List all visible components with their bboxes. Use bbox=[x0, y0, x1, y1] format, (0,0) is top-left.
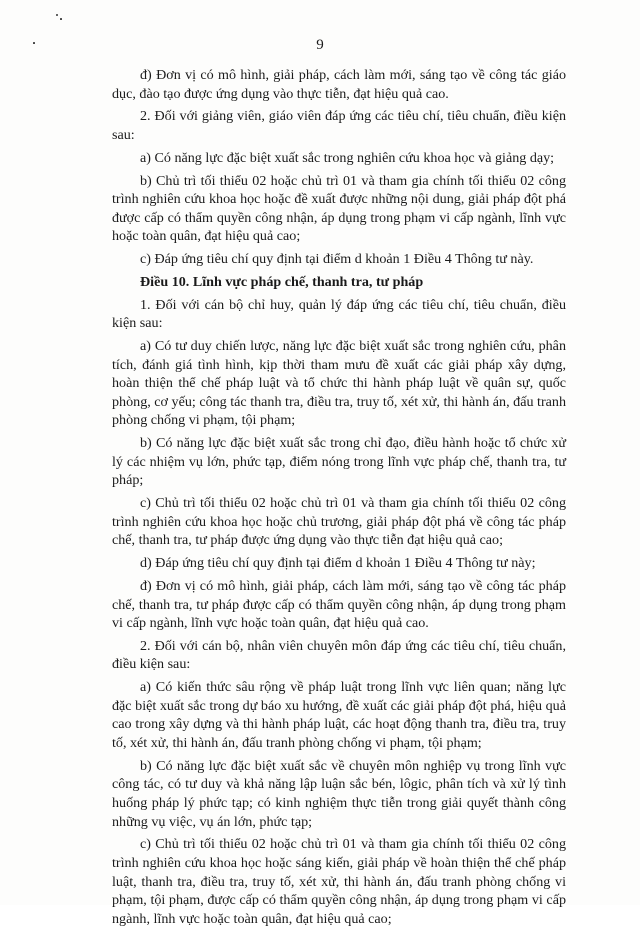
paragraph: 2. Đối với cán bộ, nhân viên chuyên môn đáp ứng các tiêu chí, tiêu chuẩn, điều kiện sau: bbox=[112, 637, 566, 673]
document-body bbox=[112, 66, 566, 933]
page-number: 9 bbox=[316, 37, 324, 53]
paragraph: đ) Đơn vị có mô hình, giải pháp, cách làm mới, sáng tạo về công tác giáo dục, đào tạo được ứng dụng vào thực tiễn, đạt hiệu quả cao. bbox=[112, 67, 566, 102]
paragraph: 1. Đối với cán bộ chỉ huy, quản lý đáp ứng các tiêu chí, tiêu chuẩn, điều kiện sau: bbox=[112, 296, 566, 332]
paragraph: b) Có năng lực đặc biệt xuất sắc trong chỉ đạo, điều hành hoặc tổ chức xử lý các nhiệm vụ lớn, phức tạp, điểm nóng trong lĩnh vực pháp chế, thanh tra, tư pháp; bbox=[112, 435, 566, 489]
scan-speck bbox=[56, 14, 58, 16]
paragraph: d) Đáp ứng tiêu chí quy định tại điểm d khoản 1 Điều 4 Thông tư này; bbox=[140, 555, 536, 572]
paragraph: c) Đáp ứng tiêu chí quy định tại điểm d khoản 1 Điều 4 Thông tư này. bbox=[140, 251, 534, 268]
paragraph: đ) Đơn vị có mô hình, giải pháp, cách làm mới, sáng tạo về công tác pháp chế, thanh tra, tư pháp được cấp có thẩm quyền công nhận, áp dụng trong phạm vi cấp ngành, lĩnh vực hoặc toàn quân, đạt hiệu quả cao. bbox=[112, 577, 566, 632]
paragraph: 2. Đối với giảng viên, giáo viên đáp ứng các tiêu chí, tiêu chuẩn, điều kiện sau: bbox=[112, 108, 566, 143]
paragraph: a) Có năng lực đặc biệt xuất sắc trong nghiên cứu khoa học và giảng dạy; bbox=[140, 149, 555, 166]
scan-speck bbox=[60, 18, 62, 20]
paragraph: c) Chủ trì tối thiểu 02 hoặc chủ trì 01 và tham gia chính tối thiểu 02 công trình nghiên cứu khoa học hoặc sáng kiến, giải pháp về hoàn thiện thể chế pháp luật, thanh tra, điều tra, truy tố, xét xử, thi hành án, đấu tranh phòng chống vi phạm, tội phạm, được cấp có thẩm quyền công nhận, áp dụng trong phạm vi cấp ngành, lĩnh vực hoặc toàn quân, đạt hiệu quả cao; bbox=[112, 836, 566, 927]
paragraph: c) Chủ trì tối thiểu 02 hoặc chủ trì 01 và tham gia chính tối thiểu 02 công trình nghiên cứu khoa học hoặc chủ trương, giải pháp đột phá về công tác pháp chế, thanh tra, tư pháp được ứng dụng vào thực tiễn đạt hiệu quả cao; bbox=[112, 495, 566, 549]
paragraph: a) Có tư duy chiến lược, năng lực đặc biệt xuất sắc trong nghiên cứu, phân tích, đánh giá tình hình, kịp thời tham mưu đề xuất các giải pháp xây dựng, hoàn thiện thể chế pháp luật và tổ chức thi hành pháp luật về quân sự, quốc phòng, cơ yếu; công tác thanh tra, điều tra, truy tố, xét xử, thi hành án, đấu tranh phòng chống vi phạm, tội phạm; bbox=[112, 338, 566, 429]
paragraph: b) Chủ trì tối thiểu 02 hoặc chủ trì 01 và tham gia chính tối thiểu 02 công trình nghiên cứu khoa học hoặc đề xuất được những nội dung, giải pháp đột phá được cấp có thẩm quyền công nhận, áp dụng trong phạm vi cấp ngành, lĩnh vực hoặc toàn quân, đạt hiệu quả cao; bbox=[112, 172, 566, 245]
paragraph: a) Có kiến thức sâu rộng về pháp luật trong lĩnh vực liên quan; năng lực đặc biệt xuất sắc trong dự báo xu hướng, đề xuất các giải pháp đột phá, hiệu quả cao trong xây dựng và thi hành pháp luật, các hoạt động thanh tra, điều tra, truy tố, xét xử, thi hành án, đấu tranh phòng chống vi phạm, tội phạm; bbox=[112, 679, 566, 752]
paragraph: b) Có năng lực đặc biệt xuất sắc về chuyên môn nghiệp vụ trong lĩnh vực công tác, có tư duy và khả năng lập luận sắc bén, lôgic, phân tích và xử lý tình huống pháp lý phức tạp; có kinh nghiệm thực tiễn trong giải quyết thành công những vụ việc, vụ án lớn, phức tạp; bbox=[112, 757, 566, 830]
article-heading: Điều 10. Lĩnh vực pháp chế, thanh tra, tư pháp bbox=[140, 273, 424, 290]
